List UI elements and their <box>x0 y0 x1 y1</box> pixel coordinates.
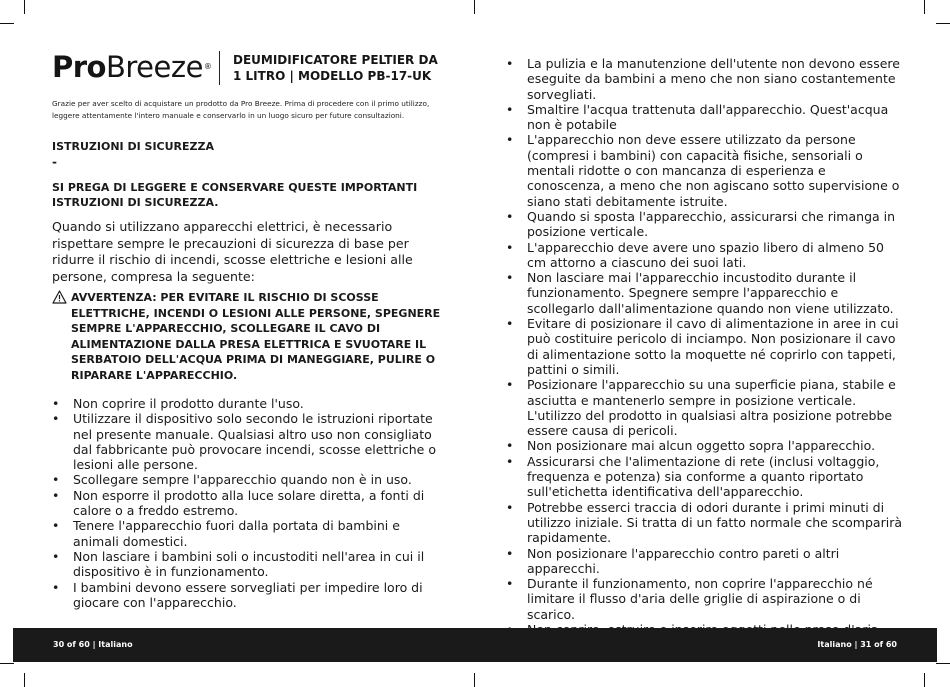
footer-bar <box>13 628 937 662</box>
list-item <box>52 411 437 472</box>
brand-logo <box>52 52 211 82</box>
list-item <box>52 488 437 519</box>
list-item-text: I bambini devono essere sorvegliati per impedire loro di giocare con l'apparecchio. <box>73 579 423 610</box>
please-read-notice: SI PREGA DI LEGGERE E CONSERVARE QUESTE IMPORTANTI ISTRUZIONI DI SICUREZZA. <box>52 181 418 209</box>
list-item <box>506 270 904 316</box>
bullet-point: • <box>52 472 60 488</box>
bullet-point: • <box>52 487 60 503</box>
bullet-point: • <box>506 453 514 469</box>
list-item-text: Smaltire l'acqua trattenuta dall'apparecchio. Quest'acqua non è potabile <box>527 101 889 133</box>
crop-mark <box>936 663 950 664</box>
safety-list-right <box>506 56 904 637</box>
list-item-text: Scollegare sempre l'apparecchio quando non è in uso. <box>73 472 412 488</box>
safety-list-left <box>52 396 437 610</box>
bullet-point: • <box>52 518 60 534</box>
lead-paragraph: Quando si utilizzano apparecchi elettrici, è necessario rispettare sempre le precauzioni di sicurezza di base per ridurre il rischio di incendi, scosse elettriche e lesioni alle persone, compresa la seguente: <box>52 219 413 284</box>
list-item <box>52 472 437 487</box>
logo-breeze: Breeze <box>105 50 203 84</box>
warning-triangle-icon <box>52 290 67 304</box>
bullet-point: • <box>52 411 60 427</box>
registered-mark: ® <box>203 62 212 71</box>
list-item-text: Non lasciare mai l'apparecchio incustodito durante il funzionamento. Spegnere sempre l'apparecchio e scollegarlo dall'alimentazione quando non viene utilizzato. <box>527 270 894 316</box>
list-item <box>506 316 904 377</box>
list-item-text: Non esporre il prodotto alla luce solare diretta, a fonti di calore o a freddo estremo. <box>73 487 425 519</box>
list-item <box>52 549 437 580</box>
logo-text <box>52 52 211 82</box>
section-dash: - <box>52 155 57 169</box>
list-item-text: L'apparecchio non deve essere utilizzato da persone (compresi i bambini) con capacità fisiche, sensoriali o mentali ridotte o con mancanza di esperienza e conoscenza, a meno che non agiscano sotto supervisione o siano stati debitamente istruite. <box>527 132 900 209</box>
header-divider <box>219 51 220 85</box>
list-item-text: Durante il funzionamento, non coprire l'apparecchio né limitare il flusso d'aria delle griglie di aspirazione o di scarico. <box>527 576 873 622</box>
bullet-point: • <box>506 101 514 117</box>
intro-text: Grazie per aver scelto di acquistare un prodotto da Pro Breeze. Prima di procedere con il primo utilizzo, leggere attentamente l'intero manuale e conservarlo in un luogo sicuro per future consultazioni. <box>52 99 430 120</box>
crop-mark <box>924 673 925 687</box>
list-item <box>506 546 904 577</box>
list-item <box>506 377 904 438</box>
list-item <box>506 209 904 240</box>
bullet-point: • <box>52 548 60 564</box>
bullet-point: • <box>506 132 514 148</box>
page-number-left: 30 of 60 | Italiano <box>53 640 133 649</box>
list-item-text: Non lasciare i bambini soli o incustoditi nell'area in cui il dispositivo è in funzionamento. <box>73 548 425 580</box>
bullet-point: • <box>506 499 514 515</box>
list-item-text: La pulizia e la manutenzione dell'utente non devono essere eseguite da bambini a meno che non siano costantemente sorvegliati. <box>527 56 900 102</box>
document-title <box>233 52 463 84</box>
bullet-point: • <box>506 377 514 393</box>
bullet-point: • <box>52 396 60 411</box>
section-heading: ISTRUZIONI DI SICUREZZA <box>52 140 214 153</box>
list-item <box>52 580 437 611</box>
list-item-text: Assicurarsi che l'alimentazione di rete (inclusi voltaggio, frequenza e potenza) sia conforme a quanto riportato sull'etichetta identificativa dell'apparecchio. <box>527 453 880 500</box>
list-item <box>52 396 437 411</box>
left-page <box>0 0 475 628</box>
page-number-right: Italiano | 31 of 60 <box>817 640 897 649</box>
bullet-point: • <box>506 208 514 224</box>
warning-text: AVVERTENZA: PER EVITARE IL RISCHIO DI SCOSSE ELETTRICHE, INCENDI O LESIONI ALLE PERSONE, SPEGNERE SEMPRE L'APPARECCHIO, SCOLLEGARE IL CAVO DI ALIMENTAZIONE DALLA PRESA ELETTRICA E SVUOTARE IL SERBATOIO DELL'ACQUA PRIMA DI MANEGGIARE, PULIRE O RIPARARE L'APPARECCHIO. <box>71 291 441 382</box>
list-item <box>506 454 904 500</box>
list-item-text: Quando si sposta l'apparecchio, assicurarsi che rimanga in posizione verticale. <box>527 208 896 240</box>
list-item-text: Non coprire il prodotto durante l'uso. <box>73 396 304 411</box>
list-item <box>506 132 904 208</box>
list-item-text: Posizionare l'apparecchio su una superficie piana, stabile e asciutta e mantenerlo sempre in posizione verticale. L'utilizzo del prodotto in qualsiasi altra posizione potrebbe essere causa di pericoli. <box>527 377 896 439</box>
bullet-point: • <box>506 576 514 592</box>
bullet-point: • <box>506 56 514 71</box>
list-item <box>506 576 904 622</box>
crop-mark <box>474 673 475 687</box>
bullet-point: • <box>506 239 514 255</box>
list-item <box>506 500 904 546</box>
list-item-text: L'apparecchio deve avere uno spazio libero di almeno 50 cm attorno a ciascuno dei suoi lati. <box>527 239 884 270</box>
list-item-text: Tenere l'apparecchio fuori dalla portata di bambini e animali domestici. <box>73 518 400 549</box>
list-item <box>506 56 904 102</box>
list-item-text: Potrebbe esserci traccia di odori durante i primi minuti di utilizzo iniziale. Si tratta di un fatto normale che scomparirà rapidamente. <box>527 499 902 546</box>
list-item <box>506 240 904 271</box>
list-item-text: Utilizzare il dispositivo solo secondo le istruzioni riportate nel presente manuale. Qualsiasi altro uso non consigliato dal fabbricante può provocare incendi, scosse elettriche o lesioni alle persone. <box>73 411 436 473</box>
bullet-point: • <box>506 438 514 454</box>
list-item <box>506 102 904 133</box>
bullet-point: • <box>506 545 514 561</box>
list-item <box>506 438 904 453</box>
list-item-text: Evitare di posizionare il cavo di alimentazione in aree in cui può costituire pericolo di inciampo. Non posizionare il cavo di alimentazione sotto la moquette né coprirlo con tappeti, pattini o simili. <box>527 316 899 377</box>
title-line-2: 1 LITRO | MODELLO PB-17-UK <box>233 69 432 83</box>
list-item-text: Non posizionare l'apparecchio contro pareti o altri apparecchi. <box>527 545 840 576</box>
title-line-1: DEUMIDIFICATORE PELTIER DA <box>233 53 438 67</box>
bullet-point: • <box>506 316 514 332</box>
list-item <box>52 518 437 549</box>
crop-mark <box>24 673 25 687</box>
list-item-text: Non posizionare mai alcun oggetto sopra l'apparecchio. <box>527 438 876 454</box>
logo-pro: Pro <box>52 50 106 84</box>
bullet-point: • <box>506 270 514 286</box>
right-page <box>475 0 950 628</box>
bullet-point: • <box>52 579 60 595</box>
crop-mark <box>0 663 14 664</box>
